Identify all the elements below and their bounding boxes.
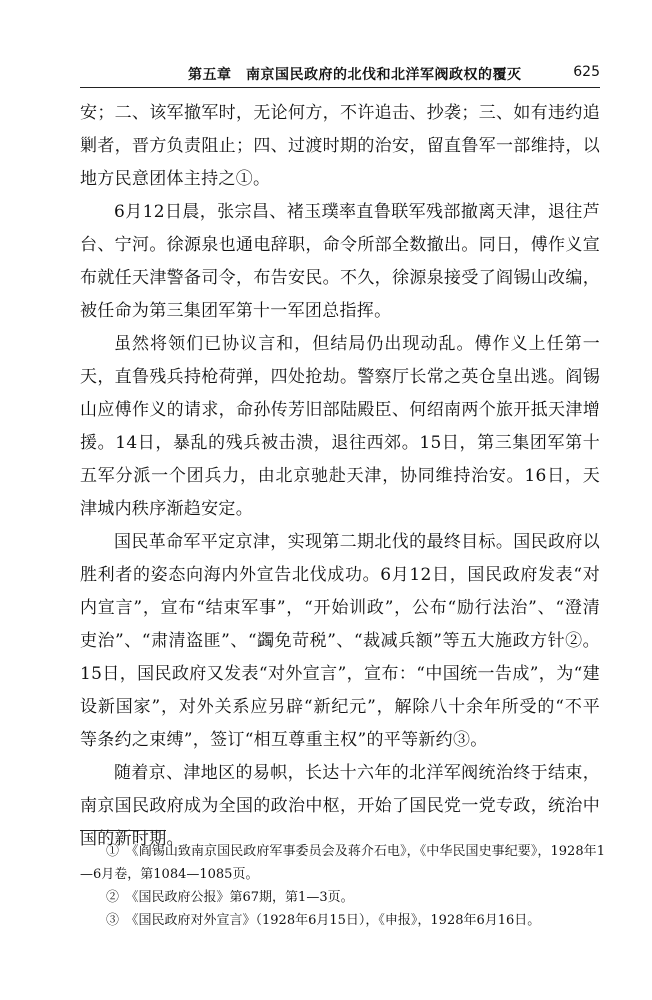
paragraph: 国民革命军平定京津，实现第二期北伐的最终目标。国民政府以胜利者的姿态向海内外宣告北伐成功。6月12日，国民政府发表“对内宣言”，宣布“结束军事”，“开始训政”，公布“励行法治”、“澄清吏治”、“肃清盗匪”、“蠲免苛税”、“裁减兵额”等五大施政方针②。15日，国民政府又发表“对外宣言”，宣布：“中国统一告成”，为“建设新国家”，对外关系应另辟“新纪元”，解除八十余年所受的“不平等条约之束缚”，签订“相互尊重主权”的平等新约③。 xyxy=(80,532,600,750)
header-rule xyxy=(80,87,600,88)
page-number: 625 xyxy=(573,64,600,80)
paragraph: 6月12日晨，张宗昌、褚玉璞率直鲁联军残部撤离天津，退往芦台、宁河。徐源泉也通电辞职，命令所部全数撤出。同日，傅作义宣布就任天津警备司令，布告安民。不久，徐源泉接受了阎锡山改编，被任命为第三集团军第十一军团总指挥。 xyxy=(80,202,600,321)
running-header xyxy=(80,62,600,88)
paragraph-continued: 安；二、该军撤军时，无论何方，不许追击、抄袭；三、如有违约追剿者，晋方负责阻止；四、过渡时期的治安，留直鲁军一部维持，以地方民意团体主持之①。 xyxy=(80,103,600,189)
paragraph: 随着京、津地区的易帜，长达十六年的北洋军阀统治终于结束，南京国民政府成为全国的政治中枢，开始了国民党一党专政，统治中国的新时期。 xyxy=(80,763,600,849)
chapter-title: 第五章 南京国民政府的北伐和北洋军阀政权的覆灭 xyxy=(188,67,522,83)
main-text xyxy=(80,97,600,856)
footnote: ② 《国民政府公报》第67期，第1—3页。 xyxy=(106,890,354,905)
footnote: ① 《阎锡山致南京国民政府军事委员会及蒋介石电》，《中华民国史事纪要》，1928年1—6月卷，第1084—1085页。 xyxy=(80,844,605,882)
paragraph: 虽然将领们已协议言和，但结局仍出现动乱。傅作义上任第一天，直鲁残兵持枪荷弹，四处抢劫。警察厅长常之英仓皇出逃。阎锡山应傅作义的请求，命孙传芳旧部陆殿臣、何绍南两个旅开抵天津增援。14日，暴乱的残兵被击溃，退往西郊。15日，第三集团军第十五军分派一个团兵力，由北京驰赴天津，协同维持治安。16日，天津城内秩序渐趋安定。 xyxy=(80,334,600,519)
footnote-rule xyxy=(80,830,166,831)
footnote: ③ 《国民政府对外宣言》（1928年6月15日），《申报》，1928年6月16日。 xyxy=(106,913,541,928)
footnotes xyxy=(80,840,605,932)
